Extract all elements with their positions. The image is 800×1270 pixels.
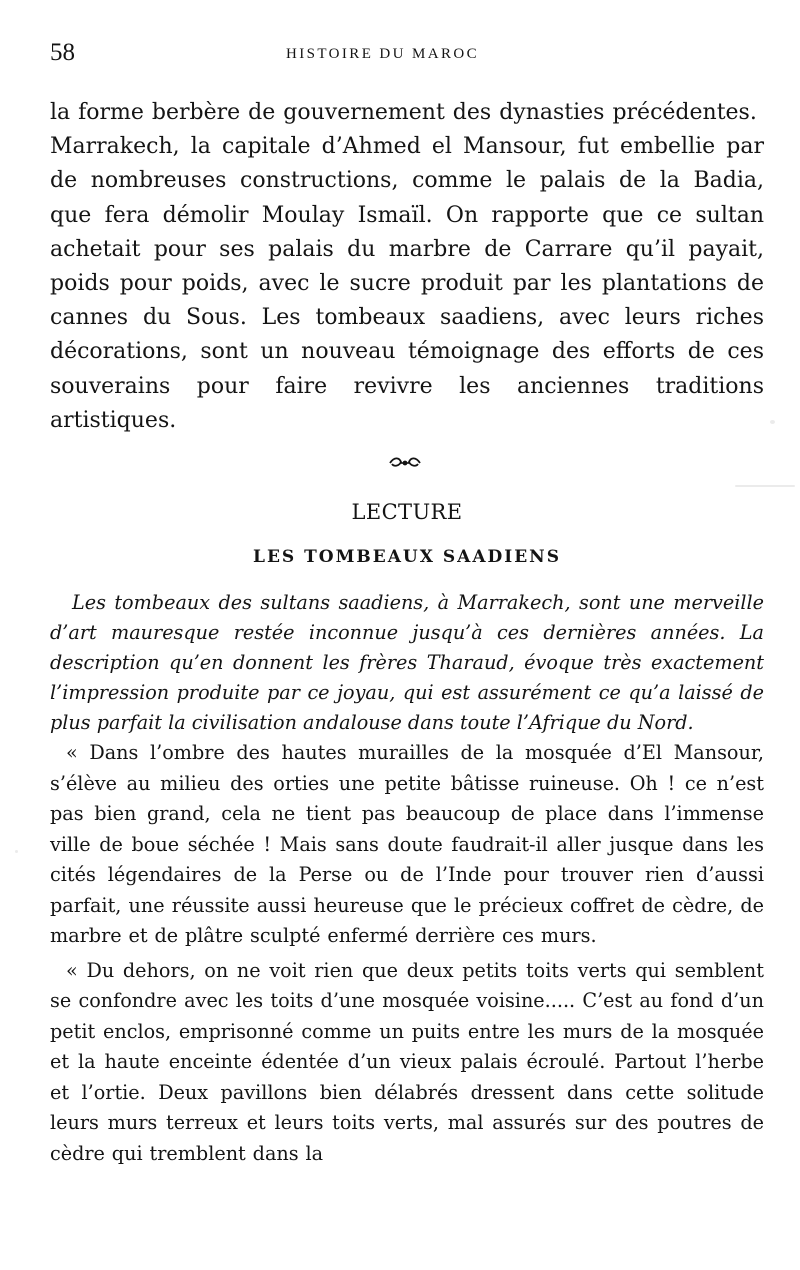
page-body xyxy=(50,96,764,1169)
paper-speck xyxy=(770,420,775,424)
paper-speck xyxy=(15,850,18,853)
reading-title: LES TOMBEAUX SAADIENS xyxy=(253,547,561,568)
fleuron-icon xyxy=(388,454,422,472)
body-paragraph: Marrakech, la capitale d’Ahmed el Mansour, fut embellie par de nombreuses constructions, comme le palais de la Badia, que fera démolir Moulay Ismaïl. On rapporte que ce sultan achetait pour ses palais du marbre de Carrare qu’il payait, poids pour poids, avec le sucre produit par les plantations de cannes du Sous. Les tombeaux saadiens, avec leurs riches décorations, sont un nouveau témoignage des efforts de ces souverains pour faire revivre les anciennes traditions artistiques. xyxy=(50,134,764,433)
running-title: HISTOIRE DU MAROC xyxy=(286,46,480,62)
running-head xyxy=(50,38,765,68)
quoted-paragraph: « Du dehors, on ne voit rien que deux petits toits verts qui semblent se confondre avec les toits d’une mosquée voisine..... C’est au fond d’un petit enclos, emprisonné comme un puits entre les murs de la mosquée et la haute enceinte édentée d’un vieux palais écroulé. Partout l’herbe et l’ortie. Deux pavillons bien délabrés dressent dans cette solitude leurs murs terreux et leurs toits verts, mal assurés sur des poutres de cèdre qui tremblent dans la xyxy=(50,958,764,1165)
body-paragraph: la forme berbère de gouvernement des dynasties précédentes. xyxy=(50,100,757,125)
quoted-paragraph: « Dans l’ombre des hautes murailles de la mosquée d’El Mansour, s’élève au milieu des orties une petite bâtisse ruineuse. Oh ! ce n’est pas bien grand, cela ne tient pas beaucoup de place dans l’immense ville de boue séchée ! Mais sans doute faudrait-il aller jusque dans les cités légendaires de la Perse ou de l’Inde pour trouver rien d’aussi parfait, une réussite aussi heureuse que le précieux coffret de cèdre, de marbre et de plâtre sculpté enfermé derrière ces murs. xyxy=(50,741,764,948)
reading-intro: Les tombeaux des sultans saadiens, à Marrakech, sont une merveille d’art mauresque restée inconnue jusqu’à ces dernières années. La description qu’en donnent les frères Tharaud, évoque très exactement l’impression produite par ce joyau, qui est assurément ce qu’a laissé de plus parfait la civilisation andalouse dans toute l’Afrique du Nord. xyxy=(50,591,764,735)
lecture-heading: LECTURE xyxy=(351,500,463,525)
section-ornament xyxy=(50,438,764,488)
page-number: 58 xyxy=(50,39,75,66)
